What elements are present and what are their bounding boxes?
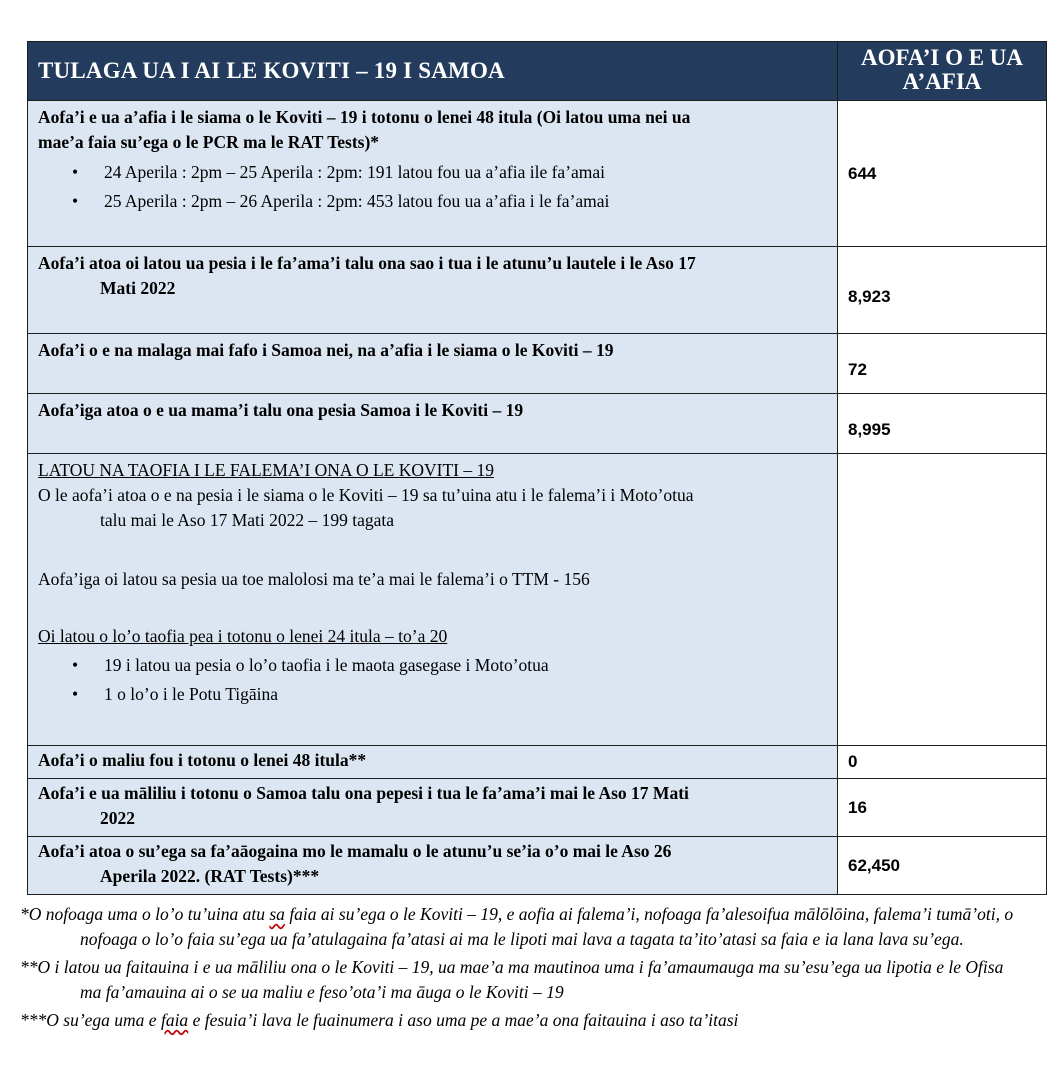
hospital-para2: Aofa’iga oi latou sa pesia ua toe malolosi ma te’a mai le falema’i o TTM - 156 [38, 569, 590, 589]
row-label-line1: Aofa’i e ua māliliu i totonu o Samoa talu ona pepesi i tua le fa’ama’i mai le Aso 17 Mati [38, 783, 689, 803]
table-row-total-deaths [28, 779, 1047, 837]
table-row-new-deaths [28, 746, 1047, 779]
row-label [28, 101, 838, 247]
table-row-new-cases [28, 101, 1047, 247]
row-label-line1: Aofa’i atoa o su’ega sa fa’aāogaina mo le mamalu o le atunu’u se’ia o’o mai le Aso 26 [38, 841, 672, 861]
row-value [838, 454, 1047, 746]
row-label [28, 394, 838, 454]
list-item: • 19 i latou ua pesia o lo’o taofia i le maota gasegase i Moto’otua [38, 653, 829, 678]
row-label [28, 746, 838, 779]
covid-status-table-wrapper [27, 41, 1046, 895]
row-label [28, 247, 838, 334]
table-row-border-cases [28, 334, 1047, 394]
footnote-3-flagged-word: faia [160, 1010, 189, 1030]
footnote-3-text-a: ***O su’ega uma e [20, 1010, 161, 1030]
row-value: 72 [838, 334, 1047, 394]
hospital-heading: LATOU NA TAOFIA I LE FALEMA’I ONA O LE KOVITI – 19 [38, 460, 494, 480]
table-row-hospitalised [28, 454, 1047, 746]
footnote-1-flagged-word: sa [269, 904, 285, 924]
footnote-1 [20, 902, 1020, 952]
row-label-line2: Aperila 2022. (RAT Tests)*** [100, 866, 320, 886]
list-item: • 25 Aperila : 2pm – 26 Aperila : 2pm: 453 latou fou ua a’afia i le fa’amai [38, 189, 829, 214]
header-count-title [838, 42, 1047, 101]
row-value: 8,995 [838, 394, 1047, 454]
row-value: 16 [838, 779, 1047, 837]
row-label-line1: Aofa’i e ua a’afia i le siama o le Koviti – 19 i totonu o lenei 48 itula (Oi latou uma nei ua [38, 107, 691, 127]
footnote-2: **O i latou ua faitauina i e ua māliliu ona o le Koviti – 19, ua mae’a ma mautinoa uma i fa’amaumauga ma su’esu’ega ua lipotia e le Ofisa ma fa’amauina ai o se ua maliu e feso’ota’i ma āuga o le Koviti – 19 [20, 957, 1004, 1002]
footnote-1-text-a: *O nofoaga uma o lo’o tu’uina atu [20, 904, 270, 924]
row-value: 0 [838, 746, 1047, 779]
table-header-row [28, 42, 1047, 101]
footnotes [20, 902, 1020, 1033]
header-status-title: TULAGA UA I AI LE KOVITI – 19 I SAMOA [28, 42, 838, 101]
row-label [28, 454, 838, 746]
row-label-text: Aofa’i o maliu fou i totonu o lenei 48 itula** [38, 750, 367, 770]
row-value: 644 [838, 101, 1047, 247]
hospital-subheading: Oi latou o lo’o taofia pea i totonu o lenei 24 itula – to’a 20 [38, 626, 448, 646]
row-label-line2: mae’a faia su’ega o le PCR ma le RAT Tests)* [38, 132, 380, 152]
row-label-line1: Aofa’i atoa oi latou ua pesia i le fa’ama’i talu ona sao i tua i le atunu’u lautele i le Aso 17 [38, 253, 696, 273]
row-label-line2: Mati 2022 [100, 278, 176, 298]
header-count-line2: A’AFIA [902, 69, 982, 94]
covid-status-table [27, 41, 1047, 895]
hospital-para1-line2: talu mai le Aso 17 Mati 2022 – 199 tagata [100, 510, 395, 530]
table-row-total-tests [28, 837, 1047, 895]
footnote-1-text-b: faia ai su’ega o le Koviti – 19, e aofia ai falema’i, nofoaga fa’alesoifua mālōlōina, falema’i tumā’oti, o nofoaga o lo’o faia su’ega ua fa’atulagaina fa’atasi ai ma le lipoti mai lava a tagata ta’ito’atasi sa faia e ia lana lava su’ega. [80, 904, 1014, 949]
footnote-3 [20, 1008, 1020, 1033]
row-label [28, 334, 838, 394]
row-label-text: Aofa’iga atoa o e ua mama’i talu ona pesia Samoa i le Koviti – 19 [38, 400, 524, 420]
table-row-total-community [28, 247, 1047, 334]
list-item: • 1 o lo’o i le Potu Tigāina [38, 682, 829, 707]
hospital-para1-line1: O le aofa’i atoa o e na pesia i le siama o le Koviti – 19 sa tu’uina atu i le falema’i i Moto’otua [38, 485, 694, 505]
footnote-3-text-b: e fesuia’i lava le fuainumera i aso uma pe a mae’a ona faitauina i aso ta’itasi [188, 1010, 739, 1030]
row-label [28, 837, 838, 895]
table-row-total-cases [28, 394, 1047, 454]
row-label [28, 779, 838, 837]
row-label-line2: 2022 [100, 808, 135, 828]
row-label-text: Aofa’i o e na malaga mai fafo i Samoa nei, na a’afia i le siama o le Koviti – 19 [38, 340, 614, 360]
header-count-line1: AOFA’I O E UA [860, 45, 1024, 70]
row-value: 8,923 [838, 247, 1047, 334]
row-value: 62,450 [838, 837, 1047, 895]
list-item: • 24 Aperila : 2pm – 25 Aperila : 2pm: 191 latou fou ua a’afia ile fa’amai [38, 160, 829, 185]
